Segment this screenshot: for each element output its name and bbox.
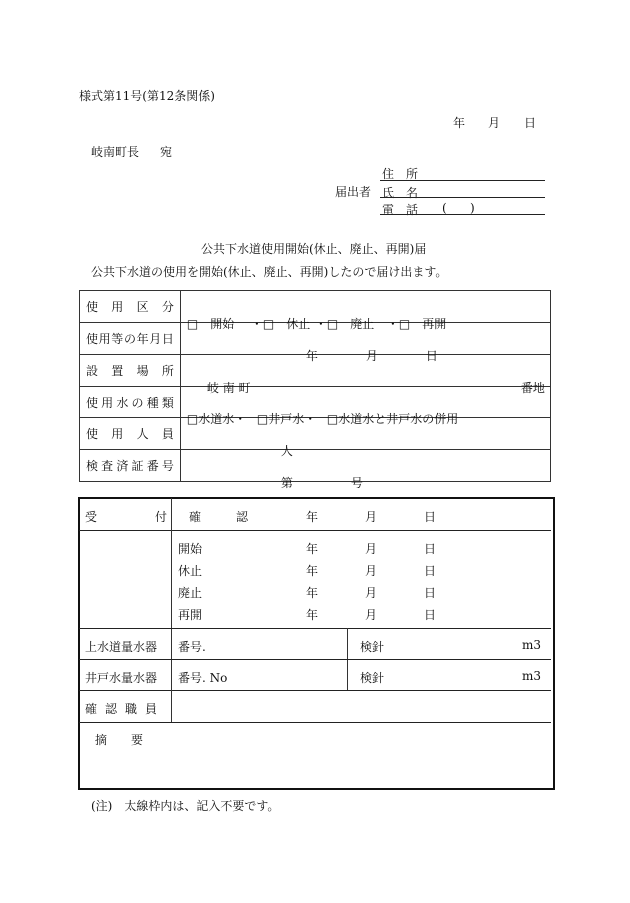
upper-table [79,290,551,490]
divider [79,690,551,691]
reception-label-b: 付 [155,510,168,524]
well-meter-unit: m3 [522,669,542,683]
cert-suffix: 号 [350,475,363,490]
confirm-year: 年 [306,510,319,524]
row-usage [80,291,551,323]
row-label: 使用水の種類 [80,387,181,418]
status-year: 年 [306,564,319,578]
water-meter-number: 番号. [178,640,206,654]
water-meter-label: 上水道量水器 [85,640,158,654]
applicant-label: 届出者 [335,185,372,199]
row-label: 使用区分 [80,291,181,323]
intro-text: 公共下水道の使用を開始(休止、廃止、再開)したので届け出ます。 [91,265,448,279]
option-suspend[interactable]: ・□ 休止 [250,316,311,331]
date-month: 月 [488,116,501,130]
remarks-label-a: 摘 [95,733,108,747]
phone-label: 電 話 [382,203,419,217]
option-start[interactable]: □ 開始 [186,316,235,331]
address-line[interactable] [380,180,545,181]
row-cert [80,450,551,482]
row-label: 使用等の年月日 [80,323,181,355]
divider [171,498,172,690]
name-label: 氏 名 [382,186,419,200]
status-month: 月 [365,564,378,578]
option-resume[interactable]: ・□ 再開 [386,316,447,331]
day-mark: 日 [425,348,438,363]
divider [171,690,172,722]
status-month: 月 [365,608,378,622]
date-year: 年 [453,116,466,130]
status-day: 日 [424,586,437,600]
water-tap-option[interactable]: □水道水・ [186,412,247,426]
status-month: 月 [365,586,378,600]
status-year: 年 [306,608,319,622]
year-mark: 年 [305,348,318,363]
footnote: (注) 太線枠内は、記入不要です。 [91,799,280,813]
well-meter-label: 井戸水量水器 [85,671,158,685]
date-day: 日 [524,116,537,130]
confirm-month: 月 [365,510,378,524]
form-id: 様式第11号(第12条関係) [79,89,215,103]
divider [79,628,551,629]
location-town: 岐 南 町 [206,380,251,395]
water-both-option[interactable]: □水道水と井戸水の併用 [326,412,459,426]
confirm-label-a: 確 [189,510,202,524]
confirm-day: 日 [424,510,437,524]
month-mark: 月 [365,348,378,363]
cert-prefix: 第 [280,475,293,490]
phone-line[interactable] [380,214,545,215]
divider [79,530,551,531]
status-start: 開始 [178,542,203,556]
well-meter-reading: 検針 [360,671,385,685]
addressee-suffix: 宛 [160,145,173,159]
divider [79,659,551,660]
remarks-label-b: 要 [131,733,144,747]
option-abolish[interactable]: ・□ 廃止 [314,316,375,331]
well-meter-number: 番号. No [178,671,228,685]
addressee: 岐南町長 [91,145,140,159]
row-label: 使用人員 [80,418,181,450]
reception-label-a: 受 [85,510,98,524]
status-day: 日 [424,542,437,556]
status-year: 年 [306,586,319,600]
phone-paren-close: ) [470,201,475,215]
persons-suffix: 人 [280,443,293,458]
status-resume: 再開 [178,608,203,622]
status-year: 年 [306,542,319,556]
name-line[interactable] [380,197,545,198]
status-day: 日 [424,608,437,622]
phone-paren-open: ( [442,201,447,215]
confirm-label-b: 認 [236,510,249,524]
water-meter-unit: m3 [522,638,542,652]
divider [79,722,551,723]
page-title: 公共下水道使用開始(休止、廃止、再開)届 [201,242,427,256]
row-label: 検査済証番号 [80,450,181,482]
status-day: 日 [424,564,437,578]
address-label: 住 所 [382,167,419,181]
water-well-option[interactable]: □井戸水・ [256,412,317,426]
status-suspend: 休止 [178,564,203,578]
water-meter-reading: 検針 [360,640,385,654]
row-water-type [80,387,551,418]
location-suffix: 番地 [520,380,545,395]
status-abolish: 廃止 [178,586,203,600]
cert-cell[interactable] [180,450,550,490]
row-label: 設置場所 [80,355,181,387]
usage-options-cell [180,291,550,331]
staff-label: 確認職員 [85,702,166,716]
status-month: 月 [365,542,378,556]
